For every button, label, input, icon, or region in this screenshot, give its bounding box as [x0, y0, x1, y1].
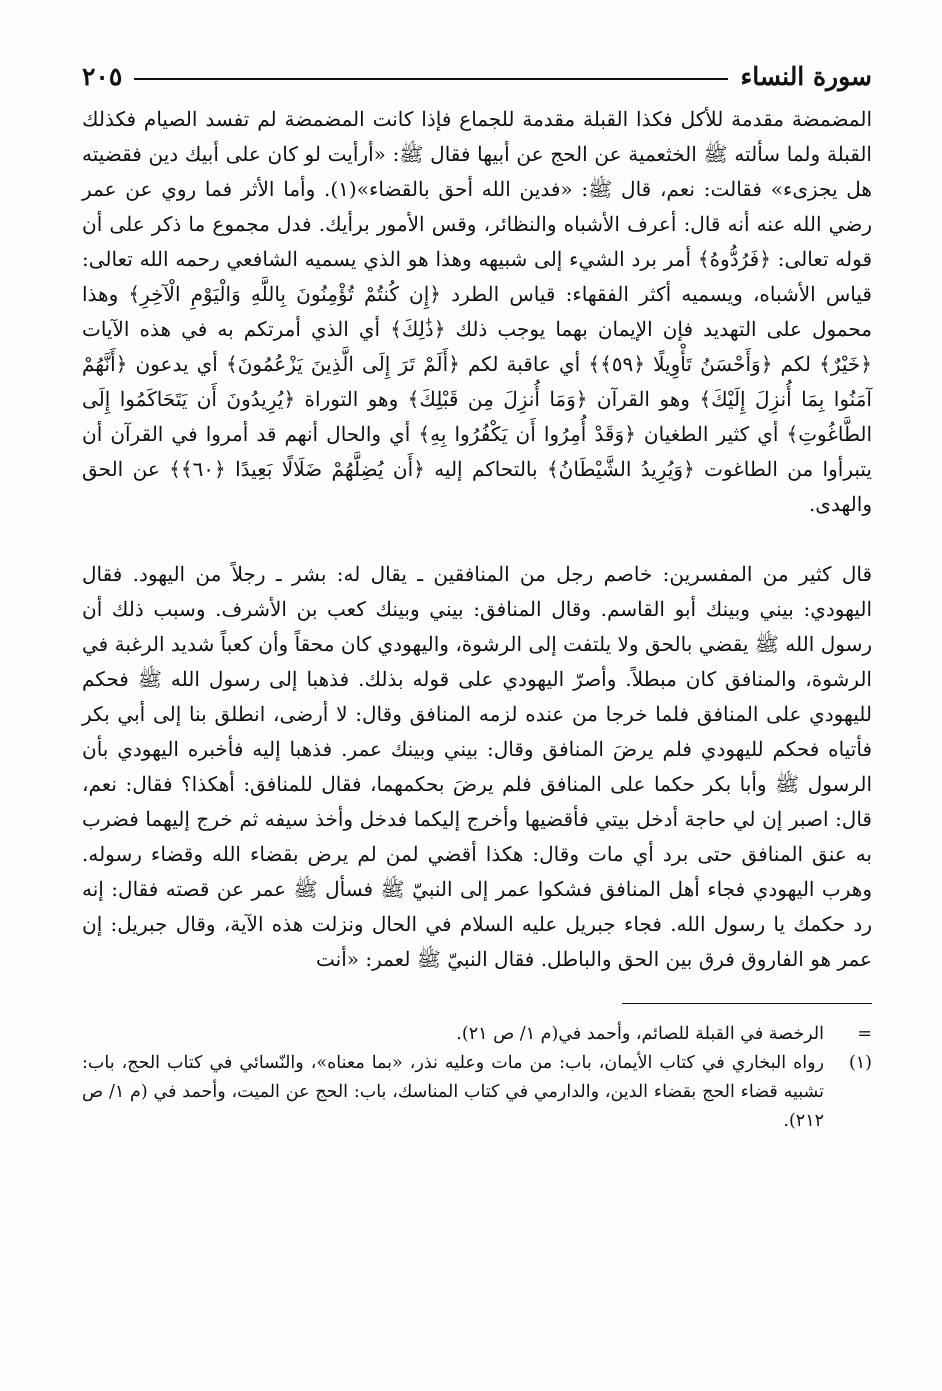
header-rule	[134, 78, 728, 80]
main-text	[82, 102, 872, 977]
footnote-divider	[622, 1003, 872, 1004]
footnote-marker: (١)	[848, 1053, 872, 1073]
page-number: ٢٠٥	[82, 61, 123, 91]
footnote-item	[82, 1049, 872, 1136]
paragraph: المضمضة مقدمة للأكل فكذا القبلة مقدمة للجماع فإذا كانت المضمضة لم تفسد الصيام فكذلك القبلة ولما سألته ﷺ الخثعمية عن الحج عن أبيها فقال ﷺ: «أرأيت لو كان على أبيك دين فقضيته هل يجزىء» فقالت: نعم، قال ﷺ: «فدين الله أحق بالقضاء»(١). وأما الأثر فما روي عن عمر رضي الله عنه أنه قال: أعرف الأشباه والنظائر، وقس الأمور برأيك. فدل مجموع ما ذكر على أن قوله تعالى: ﴿فَرُدُّوهُ﴾ أمر برد الشيء إلى شبيهه وهذا هو الذي يسميه الشافعي رحمه الله تعالى: قياس الأشباه، ويسميه أكثر الفقهاء: قياس الطرد ﴿إِن كُنتُمْ تُؤْمِنُونَ بِاللَّهِ وَالْيَوْمِ الْآخِرِ﴾ وهذا محمول على التهديد فإن الإيمان بهما يوجب ذلك ﴿ذَٰلِكَ﴾ أي الذي أمرتكم به في هذه الآيات ﴿خَيْرٌ﴾ لكم ﴿وَأَحْسَنُ تَأْوِيلًا ﴿٥٩﴾﴾ أي عاقبة لكم ﴿أَلَمْ تَرَ إِلَى الَّذِينَ يَزْعُمُونَ﴾ أي يدعون ﴿أَنَّهُمْ آمَنُوا بِمَا أُنزِلَ إِلَيْكَ﴾ وهو القرآن ﴿وَمَا أُنزِلَ مِن قَبْلِكَ﴾ وهو التوراة ﴿يُرِيدُونَ أَن يَتَحَاكَمُوا إِلَى الطَّاغُوتِ﴾ أي كثير الطغيان ﴿وَقَدْ أُمِرُوا أَن يَكْفُرُوا بِهِ﴾ أي والحال أنهم قد أمروا في القرآن أن يتبرأوا من الطاغوت ﴿وَيُرِيدُ الشَّيْطَانُ﴾ بالتحاكم إليه ﴿أَن يُضِلَّهُمْ ضَلَالًا بَعِيدًا ﴿٦٠﴾﴾ عن الحق والهدى.	[82, 107, 872, 516]
footnote-text: رواه البخاري في كتاب الأيمان، باب: من مات وعليه نذر، «بما معناه»، والنّسائي في كتاب الحج، باب: تشبيه قضاء الحج بقضاء الدين، والدارمي في كتاب المناسك، باب: الحج عن الميت، وأحمد في (م ١/ ص ٢١٢).	[82, 1053, 824, 1131]
surah-title: سورة النساء	[740, 61, 872, 91]
paragraph: قال كثير من المفسرين: خاصم رجل من المنافقين ـ يقال له: بشر ـ رجلاً من اليهود. فقال اليهودي: بيني وبينك أبو القاسم. وقال المنافق: بيني وبينك كعب بن الأشرف. وسبب ذلك أن رسول الله ﷺ يقضي بالحق ولا يلتفت إلى الرشوة، واليهودي كان محقاً وأن كعباً شديد الرغبة في الرشوة، والمنافق كان مبطلاً. وأصرّ اليهودي على قوله بذلك. فذهبا إلى رسول الله ﷺ فحكم لليهودي على المنافق فلما خرجا من عنده لزمه المنافق وقال: لا أرضى، انطلق بنا إلى أبي بكر فأتياه فحكم لليهودي فلم يرضَ المنافق وقال: بيني وبينك عمر. فذهبا إليه فأخبره اليهودي بأن الرسول ﷺ وأبا بكر حكما على المنافق فلم يرضَ بحكمهما، فقال للمنافق: أهكذا؟ فقال: نعم، قال: اصبر إن لي حاجة أدخل بيتي فأقضيها وأخرج إليكما فدخل وأخذ سيفه ثم خرج إليهما فضرب به عنق المنافق حتى برد أي مات وقال: هكذا أقضي لمن لم يرض بقضاء الله وقضاء رسوله. وهرب اليهودي فجاء أهل المنافق فشكوا عمر إلى النبيّ ﷺ فسأل ﷺ عمر عن قصته فقال: إنه رد حكمك يا رسول الله. فجاء جبريل عليه السلام في الحال ونزلت هذه الآية، وقال جبريل: إن عمر هو الفاروق فرق بين الحق والباطل. فقال النبيّ ﷺ لعمر: «أنت	[82, 562, 872, 971]
footnotes	[82, 1020, 872, 1136]
footnote-text: الرخصة في القبلة للصائم، وأحمد في(م ١/ ص ٢١).	[456, 1024, 824, 1044]
footnote-marker: =	[857, 1024, 872, 1044]
footnote-item	[82, 1020, 872, 1049]
page-header	[82, 58, 872, 94]
